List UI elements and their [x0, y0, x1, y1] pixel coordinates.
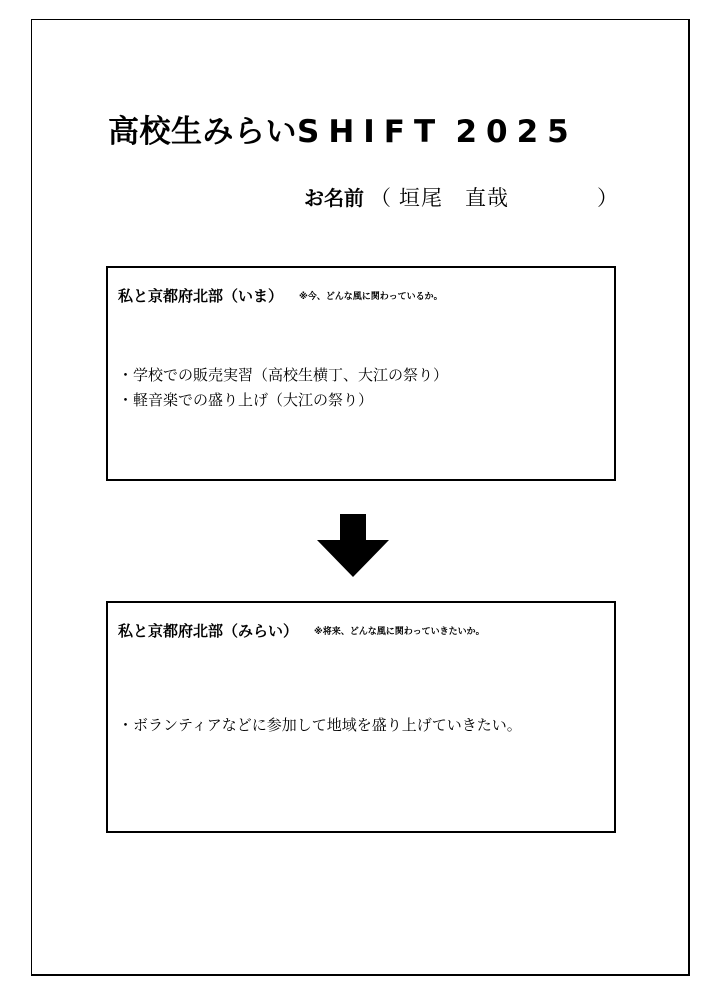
now-list — [118, 363, 448, 413]
document-title — [108, 110, 578, 154]
name-paren-open: （ — [370, 186, 391, 210]
future-box-header — [118, 620, 485, 641]
name-paren-close: ） — [597, 186, 618, 210]
now-heading: 私と京都府北部（いま） — [118, 287, 284, 305]
future-box — [106, 601, 616, 833]
future-list — [118, 713, 522, 738]
now-note: ※今、どんな風に関わっているか。 — [299, 292, 443, 302]
future-heading: 私と京都府北部（みらい） — [118, 622, 299, 640]
arrow-down-icon — [317, 514, 389, 577]
title-japanese: 高校生みらい — [108, 114, 297, 150]
now-box — [106, 266, 616, 481]
list-item: ・学校での販売実習（高校生横丁、大江の祭り） — [118, 366, 449, 384]
now-box-header — [118, 285, 443, 306]
list-item: ・ボランティアなどに参加して地域を盛り上げていきたい。 — [118, 716, 522, 734]
list-item: ・軽音楽での盛り上げ（大江の祭り） — [118, 391, 374, 409]
name-line — [304, 181, 618, 215]
title-latin: SHIFT — [297, 114, 445, 150]
name-label: お名前 — [304, 186, 364, 210]
future-note: ※将来、どんな風に関わっていきたいか。 — [314, 627, 485, 637]
name-value: 垣尾 直哉 — [399, 186, 509, 210]
title-year: 2025 — [455, 114, 578, 150]
